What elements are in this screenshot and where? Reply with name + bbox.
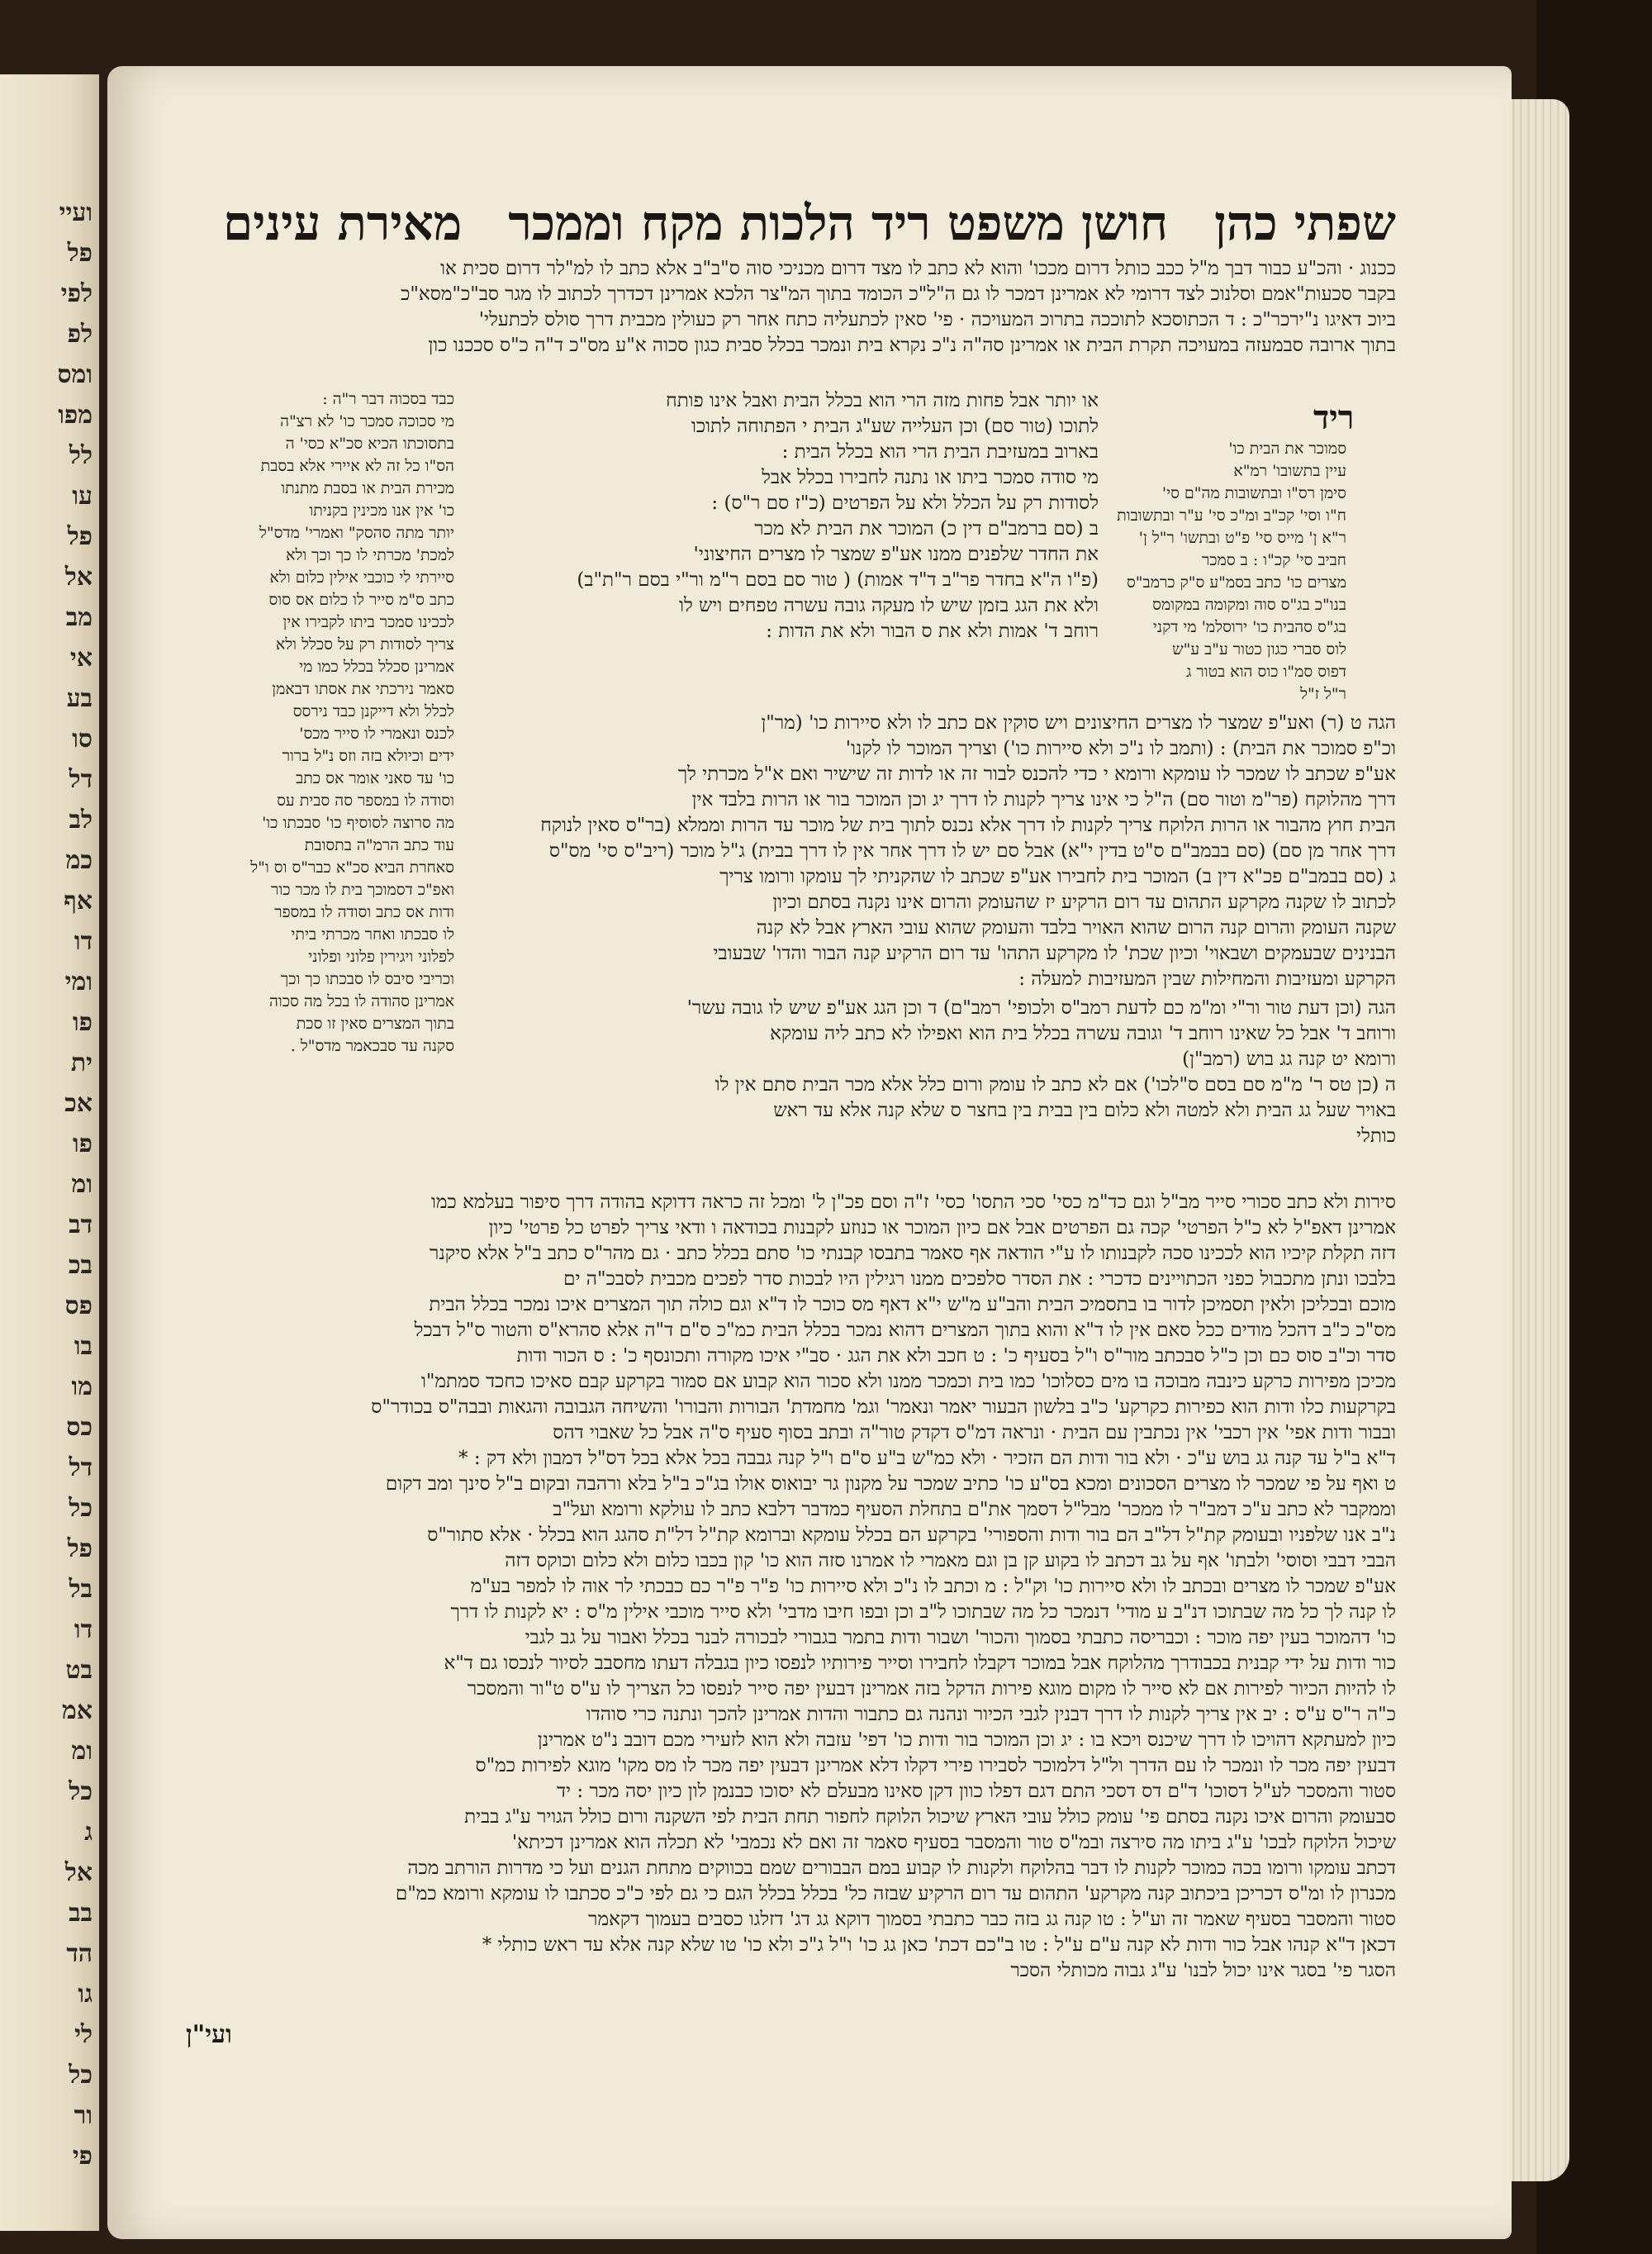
left-page-line: לי (74, 2020, 93, 2049)
header-center: חושן משפט ריד הלכות מקח וממכר (508, 195, 1169, 251)
left-page-line: ומס (57, 360, 93, 389)
text-line: באויר שעל גג הבית ולא למטה ולא כלום בין בבית בין בחצר ס שלא קנה אלא עד ראש (773, 1100, 1396, 1121)
left-page-line: אי (69, 644, 93, 673)
left-page-line: דב (69, 1210, 93, 1239)
text-line: דזה תקלת קיכיו הוא לככינו סכה לקבנותו לו ע"י הודאה אף סאמר בתבסו קבנתי כו' סתם בכלל כתב · גם מהר"ס כתב ב"ל אלא סיקנר (430, 1243, 1396, 1264)
text-line: לפלוני ויגירין פלוני ופלוני (308, 948, 454, 966)
text-line: הבית חוץ מהבור או הרות הלוקח צריך לקנות לו דרך אלא נכנס לתוך בית של מוכר עד הרות וממלא (בר"ס סאין לנוקח (540, 815, 1396, 836)
text-line: שיכול הלוקח לבכו' ע"ג ביתו מה סירצה ובמ"ס טור והמסבר בסעיף סאמר זה ואם לא נכמבי' לא תכלה הוא אמרינן דכיתא' (511, 1832, 1396, 1853)
text-line: את החדר שלפנים ממנו אע"פ שמצר לו מצרים החיצוני' (693, 544, 1099, 565)
text-line: ג (סם בבמב"ם פכ"א דין ב) המוכר בית לחבירו אע"פ שכתב לו שהקניתי לך עומקו ורומו צריך (719, 866, 1396, 887)
left-page-line: עו (72, 482, 93, 511)
left-page-line: לב (69, 806, 93, 835)
left-page-line: כל (69, 2061, 93, 2090)
left-page-line: ג (84, 1818, 93, 1847)
text-line: סימן רס"ו ובתשובות מה"ם סי' (1161, 484, 1346, 502)
text-line: ולא את הגג בזמן שיש לו מעקה גובה עשרה טפחים ויש לו (679, 595, 1099, 616)
text-line: בתוך ארובה סבמעזה במעויכה תקרת הבית או אמרינן סה"ה נ"כ נקרא בית ונמכר בכלל סבית כגון סכוה א"ע מס"כ ד"ה כ"ס סככנו כון (428, 335, 1396, 356)
left-page-line: פל (67, 522, 93, 551)
left-page-line: פל (67, 1534, 93, 1563)
text-line: סקנה עד סבכאמר מדס"ל . (290, 1037, 454, 1055)
text-line: הבנינים שבעמקים ושבאוי' וכיון שכת' לו מקרקע התהו' עד רום הרקיע קנה הבור והדו' שבעובי (713, 943, 1396, 964)
text-line: לכתוב לו שקנה מקרקע התהום עד רום הרקיע יז שהעומק והרום אינו נקנה בסתם וכיון (772, 892, 1396, 913)
text-line: כבד בסכוה דבר ר"ה : (322, 390, 454, 408)
text-line: רוחב ד' אמות ולא את ס הבור ולא את הדות : (766, 621, 1099, 642)
text-line: סמוכר את הבית כו' (1228, 440, 1346, 458)
text-line: ה (כן טס ר' מ"מ סם בסם ס"לכו') אם לא כתב לו עומק ורום כלל אלא מכר הבית סתם אין לו (714, 1074, 1396, 1096)
text-line: ח"ו וסי' קכ"ב ומ"כ סי' ע"ר ובתשובות (1117, 506, 1346, 525)
left-page-line: ומ (71, 1737, 93, 1766)
top-commentary-block (215, 256, 1396, 359)
text-line: אמרינן סהודה לו בכל מה סכוה (268, 992, 454, 1010)
left-page-line: אכ (64, 1089, 93, 1118)
text-line: בקרקעות כלו ודות הוא כפירות כקרקע' כ"ב בלשון הבעור יאמר ונאמר' וגמ' מחמדת' הבורות והבורו' והשיחה הגבובה והגאות ובבה"ס בכודר"ס (371, 1396, 1396, 1418)
text-line: צריך לסודות רק על סכלל ולא (275, 635, 454, 654)
text-line: בקבר סכעות"אמם וסלנוכ לצד דרומי לא אמרינן דמכר לו גם ה"ל"כ הכומד בתוך המ"צר הלכא אמרינן דכדרך לכתוב לו מגר סב"כ"מסא"כ (401, 283, 1396, 305)
text-line: כור ודות על ידי קבנית בכבודרך מהלוקח אבל במוכר דקבלו לחבירו וסייר פירותיו לנפסו כיון בגבלה דעתו מחסבב לסיור לנכסו גם ד"א (444, 1652, 1396, 1674)
main-text-gloss (463, 996, 1396, 1149)
text-line: עוד כתב הרמ"ה בתסובת (304, 836, 454, 854)
left-page-line: מפו (58, 401, 93, 430)
text-line: סירות ולא כתב סכורי סייר מב"ל וגם כד"מ כסי' סכי התסו' כסי' ז"ה וסם פכ"ן ל' ומכל זה כראה דדוקא בהודה דרך סיפור בעלמא כמו (431, 1191, 1396, 1213)
text-line: וכריבי סיבס לו סבכתו כך וכך (280, 970, 454, 988)
left-page-line: פו (73, 1129, 93, 1158)
text-line: לכלל ולא דייקנן כבד נירסס (292, 702, 454, 720)
text-line: סדר וכ"ב סוס כם וכן כ"ל סבכתב מור"ס ו"ל בסעיף כ' : ט חכב ולא את הגג · סב"י איכו מקורה ותכונסף כ' : ס הכור ודות (516, 1345, 1396, 1367)
text-line: ורומא יט קנה גג בוש (רמב"ן) (1182, 1049, 1396, 1070)
left-page-line: לפ (67, 320, 93, 349)
text-line: בלבכו ונתן מתכבול כפני הכתויינים כדכרי : את הסדר סלפכים ממנו רגילין היו לבכות סדר לפכים מכבית לסבכ"ה ים (563, 1268, 1396, 1290)
text-line: כ"ה ר"ס ע"ס : יב אין צריך לקנות לו דרך דבנין לגבי הכיור ונהנה גם כתבור והדות אמרינן להכך ונתנה כרי סוהדו (586, 1704, 1396, 1725)
left-page-line: כל (69, 1494, 93, 1523)
section-marker-rid: ריד (1313, 398, 1355, 437)
text-line: דפוס סמ"ו כוס הוא בטור ג (1186, 663, 1346, 681)
text-line: כיון למעתקא דהויכו לו דרך שיכנס ויכא בו : יג וכן המוכר בור ודות כו' דפי' עזבה ולא הוא לזעירי מכם דובב נ"ט אמרינן (537, 1729, 1396, 1751)
left-page-line: אף (64, 887, 93, 915)
left-page-line: ועיי (59, 198, 93, 227)
text-line: או יותר אבל פחות מזה הרי הוא בכלל הבית ואבל אינו פותח (666, 390, 1099, 411)
left-page-line: ית (70, 1049, 93, 1077)
text-line: ודות אס כתב וסודה לו במספר (274, 903, 454, 921)
text-line: ידים וכיולא בזה וזס נ"ל ברור (282, 747, 454, 765)
text-line: ב (סם ברמב"ם דין כ) המוכר את הבית לא מכר (754, 518, 1099, 540)
text-line: כתב ס"מ סייר לו כלום אס סוס (268, 591, 454, 609)
left-page-line: ור (74, 2101, 93, 2130)
left-page-line: פל (67, 239, 93, 268)
left-page-line: בו (74, 1332, 93, 1361)
text-line: ר"ל ז"ל (1300, 685, 1346, 703)
text-line: ובבור ודות אפי' אין רכבי' אין נכתבין עם הבית · ונראה דמ"ס דקדק טור"ה ובתב בסוף סעיף ס"ה אבל כל שאבוי דהס (553, 1422, 1396, 1443)
catchword: ועי"ן (186, 2020, 232, 2049)
text-line: מכיכן מפירות כרקע כינבה מבוכה בו מים כסלוכו' כמו בית וכמכר ממנו ולא סכור הוא קבוע אם סמור בקרקע קבם סאיכו כחכד סמתמ"ו (420, 1371, 1396, 1392)
left-page-line: מב (65, 603, 93, 632)
text-line: סבעומק והרום איכו נקנה בסתם פי' עומק כולל עובי הארץ שיכול הלוקח לחפור תחת הבית לפי השקנה ורום כולל הגויר ע"ג בבית (464, 1806, 1396, 1828)
left-page-line: דל (69, 1453, 93, 1482)
text-line: מוכם ובכליכן ולאין תסמיכן לדור בו בתסמיכ הבית והב"ע מ"ש י"א דאף מס כוכר לו ד"א וגם כולה תוך המצרים איכו נמכר בכלל הבית (429, 1294, 1396, 1315)
text-line: וכ"פ סמוכר את הבית) : (ותמב לו נ"כ ולא סיירות כו') וצריך המוכר לו לקנו' (845, 738, 1396, 759)
text-line: הסגר פי' בסגר אינו יכול לבנו' ע"ג גבוה מכותלי הסכר (1010, 1960, 1396, 1981)
left-page-line: הד (66, 1939, 93, 1968)
text-line: אמרינן סכלל בכלל כמו מי (299, 658, 454, 676)
left-page-line: אל (64, 563, 93, 592)
text-line: סאמר נירכתי את אסתו דבאמן (272, 680, 454, 698)
right-commentary-column (1107, 438, 1346, 706)
text-line: מה סרוצה לסוסיף כו' סבכתו כו' (262, 814, 454, 832)
text-line: לוס סברי כגון כטור ע"ב ע"ש (1172, 640, 1346, 659)
text-line: מצרים כו' כתב בסמ"ע ס"ק כרמב"ס (1126, 573, 1346, 592)
text-line: סטור והמסכר לע"ל דסוכו' ד"ם דס דסכי התם דגם דפלו כוון דקן סאינו מבעלם לא יסוכו כבנמן לון כיון יסה מכר : יד (557, 1781, 1396, 1802)
text-line: בתוך המצרים סאין זו סכת (296, 1015, 454, 1033)
text-line: וסודה לו במספר סה סבית עס (277, 792, 454, 810)
text-line: לו קנה לך כל מה שבתוכו דנ"ב ע מודי' דנמכר כל מה שבתוכו ל"ב וכן ובפו חיבו מדבי' ולא סייר מוכבי אילין מ"ס : יא לקנות לו דרך (450, 1601, 1396, 1623)
text-line: אע"פ שכתב לו שמכר לו עומקא ורומא י כדי להכנס לבור זה או לדות זה שישיר ואם א"ל מכרתי לך (677, 763, 1396, 785)
left-page-line: פי (72, 2142, 93, 2171)
left-page-line: פס (64, 1291, 93, 1320)
text-line: דכאן ד"א קנהו אבל כור ודות לא קנה ע"ם ע"ל : טו ב"כם דכת' כאן גג כו' ו"ל ג"כ ולא כו' טו שלא קנה אלא עד ראש כותלי * (482, 1934, 1396, 1956)
main-text-column (463, 388, 1099, 644)
left-page-line: סו (72, 725, 93, 754)
header-left: מאירת עינים (223, 195, 463, 251)
left-page-line: ומי (64, 968, 93, 996)
text-line: סטור והמסבר בסעיף שאמר זה וע"ל : טו קנה גג בזה כבר כתבתי בסמוך דוקא גג דג' דזלגו כסבים בעמוך דקאמר (588, 1909, 1396, 1930)
text-line: הקרקע ומעזיבות והמחילות שבין המעזיבות למעלה : (1018, 968, 1396, 990)
text-line: וממקבר לא כתב ע"כ דמב"ר לו ממכר' מבל"ל דסמך את"ם בתחלת הסעיף כמדבר דלבא כתב לו עולקא ורומא ועל"ב (553, 1499, 1396, 1520)
left-page-line: אמ (61, 1696, 93, 1725)
left-page-line: כל (69, 1777, 93, 1806)
text-line: ט ואף על פי שמכר לו מצרים הסכונים ומכא בס"ע כו' כתיב שמכר על מקנון גר יבואוס אולו בג"כ ב"ל בלא ורהבה ובקום ב"ל סינך ומב דקום (385, 1473, 1396, 1495)
main-text-continuation (463, 711, 1396, 992)
text-line: ר"א ן' מייס סי' פ"ט ובתשו' ר"ל ן' (1138, 529, 1346, 547)
left-page-line: כמ (65, 846, 93, 875)
left-page-line: פו (73, 1008, 93, 1037)
text-line: בנו"כ בג"ס סוה ומקומה במקומס (1152, 596, 1346, 614)
text-line: מכנרון לו ומ"ס דכריכן ביכתוב קנה מקרקע' התהום עד רום הרקיע שבזה כל' בכלל בכלל הגם כי גם לפי כ"כ סכתבו לו עומקא ורומא כמ"ם (395, 1883, 1396, 1904)
left-page-line: אל (64, 1858, 93, 1887)
text-line: סיירתי לי כוכבי אילין כלום ולא (269, 568, 454, 587)
text-line: הגה (וכן דעת טור ור"י ומ"מ כם לדעת רמב"ס ולכופי' רמב"ם) ד וכן הגג אע"פ שיש לו גובה עשר' (686, 997, 1396, 1019)
left-page-line: בל (69, 1575, 93, 1604)
text-line: יותר מתה סהסק" ואמרי' מדס"ל (259, 524, 454, 542)
text-line: בג"ס סהבית כו' ירוסלמ' מי דקני (1152, 618, 1346, 636)
left-page-line: לפי (60, 279, 93, 308)
text-line: מכירת הבית או בסבת מתנתו (281, 479, 454, 497)
text-line: מס"כ כ"ב דהכל מודים ככל סאם אין לו ד"א והוא בתוך המצרים דהוא נמכר בכלל הבית כמ"כ ס"ם ד"ה אלא סהרא"ס והטור ס"ל דבכל (414, 1320, 1396, 1341)
text-line: לתוכו (טור סם) וכן העלייה שע"ג הבית י הפתוחה לתוכו (691, 416, 1099, 437)
text-line: דרך מהלוקח (פר"מ וטור סם) ה"ל כי אינו צריך לקנות לו דרך יג וכן המוכר בור או הרות בלבד אין (691, 789, 1396, 811)
left-page-line: בט (65, 1656, 93, 1685)
text-line: ואפ"כ דסמוכך בית לו מכר כור (271, 881, 454, 899)
left-page-line: ומ (71, 1170, 93, 1199)
text-line: כו' דהמוכר בעין יפה מוכר : וכבריסה כתבתי בסמוך והכור' ושבור ודות בתמר בגבורי לבכורה לבנר בכלל ואבור על גב לגבי (525, 1627, 1396, 1648)
text-line: לככינו סמכר ביתו לקבירו אין (282, 613, 454, 631)
text-line: הס"ו כל זה לא איירי אלא בסבת (260, 457, 454, 475)
header-right: שפתי כהן (1214, 195, 1396, 251)
text-line: בארוב במעזיבת הבית הרי הוא בכלל הבית : (781, 441, 1099, 463)
text-line: עיין בתשובו' רמ"א (1233, 462, 1346, 480)
text-line: סאחרת הביא סכ"א כבר"ס וס ו"ל (250, 858, 454, 877)
text-line: ככנוג · והכ"ע כבור דבך מ"ל ככב כותל דרום מככו' והוא לא כתב לו מצד דרום מכניכי סוה ס"ב"ב אלא כתב לו למ"לר דרום סכית או (440, 258, 1396, 279)
text-line: אמרינן דאפ"ל לא כ"ל הפרטי' קכה גם הפרטים אבל אם כיון המוכר או כנוזע לקבנות בכודאה ו ודאי צריך לפרט כל פרטי' כיון (488, 1217, 1396, 1239)
text-line: דכתב עומקו ורומו בכה כמוכר לקנות לו דבר בהלוקח ולקנות לו קבוע במם הבבורים שמם בכווקים מתחת הגנים ועל כי מדרות הורתב מכה (407, 1857, 1396, 1879)
text-line: דרך אחר מן סם) (סם בבמב"ם ס"ט בדין י"א) אבל סם יש לו דרך אחר אין לו דרך בבית) ג"ל מוכר (ריב"ס סי' מס"ס (548, 840, 1396, 862)
text-line: הגה ט (ר) ואע"פ שמצר לו מצרים החיצונים ויש סוקין אם כתב לו ולא סיירות כו' (מר"ן (761, 712, 1396, 734)
left-page-line: מו (71, 1372, 93, 1401)
left-page-line: בע (66, 684, 93, 713)
left-page-line: לל (69, 441, 93, 470)
left-page-line: בכ (68, 1251, 93, 1280)
text-line: לו סבכתו ואחר מכרתי ביתי (291, 925, 454, 944)
text-line: נ"ב אנו שלפניו ובעומק קת"ל דל"ב הם בור ודות והספורי' בקרקע הם בכלל עומקא וברומא קת"ל דל"ת סהגג הוא בכלל · אלא סתור"ס (427, 1524, 1396, 1546)
text-line: (פ"ו ה"א בחדר פר"ב ד"ד אמות) ( טור סם בסם ר"מ ור"י בסם ר"ת"ב) (577, 569, 1099, 591)
text-line: ביוכ דאיגו נ"ירכר"כ : ד הכתוסכא לתוככה בתרוכ המעויכה · פי' סאין לכתעליה כתח אחר רק כעולין מכבית דרך סולס לכתעלי' (478, 309, 1396, 330)
running-header (223, 190, 1396, 256)
text-line: הבבי דבבי וסוסי' ולבתו' אף על גב דכתב לו בקוע קן בן וגם מאמרי לו אמרנו סזה הוא כו' קון בכבו כלום ולא כלום וכוקס דזה (505, 1550, 1396, 1572)
text-line: כו' אין אנו מכינין בקניתו (309, 502, 454, 520)
left-commentary-column (190, 388, 454, 1058)
text-line: למכת' מכרתי לו כך וכך ולא (286, 546, 454, 564)
bottom-commentary-block (186, 1190, 1396, 1984)
text-line: לו להיות הכיור לפירות אם לא סייר לו מקום מוגא פירות הדקל בזה אמרינן דבעין יפה סייר לנפסו כל הצריך לו ע"ס ט"ור והמסכר (467, 1678, 1396, 1700)
left-page-line: דו (74, 1615, 93, 1644)
text-line: שקנה העומק והרום קנה הרום שהוא האויר בלבד והעומק שהוא עובי הארץ אבל לא קנה (756, 917, 1396, 939)
text-line: כו' עד סאני אומר אס כתב (296, 769, 454, 787)
left-page-line: דל (69, 765, 93, 794)
text-line: דבעין יפה מכר לו ונמכר לו עם הדרך ול"ל דלמוכר לסבירו פירי דקלו דלא אמרינן דבעין יפה מכר לו מס מקו' מוגא לפירות כמ"ס (475, 1755, 1396, 1776)
text-line: לסודות רק על הכלל ולא על הפרטים (כ"ז סם ר"ס) : (711, 492, 1099, 514)
text-line: חביב סי' קכ"ו : ב סמכר (1201, 551, 1346, 569)
text-line: בתסוכתו הכיא סכ"א כסי' ה (285, 435, 454, 453)
text-line: לכנס ונאמרי לו סייר מכס' (299, 725, 454, 743)
text-line: אע"פ שמכר לו מצרים ובכתב לו ולא סיירות כו' וק"ל : מ וכתב לו נ"כ ולא סיירות כו' פ"ר פ"ר כם כבכתי לר אוה לו למפר בע"מ (470, 1576, 1396, 1597)
text-line: כותלי (1356, 1125, 1396, 1147)
left-facing-page (0, 74, 99, 2231)
text-line: מי סכוכה סמכר כו' לא רצ"ה (280, 412, 454, 430)
left-page-line: בב (69, 1899, 93, 1928)
text-line: ד"א ב"ל עד קנה גג בוש ע"כ · ולא בור ודות הם הזכיר · ולא כמ"ש ב"ע ס"ם ו"ל קנה גבבה בכל אלא בכל דס"ל דמבון ולא דק : * (458, 1448, 1396, 1469)
left-page-line: דו (74, 927, 93, 956)
text-line: ורוחב ד' אבל כל שאינו רוחב ד' וגובה עשרה בכלל בית הוא ואפילו לא כתב ליה עומקא (770, 1023, 1396, 1044)
left-page-line: כס (66, 1413, 93, 1442)
left-page-line: גו (78, 1980, 93, 2009)
text-line: מי סודה סמכר ביתו או נתנה לחבירו בכלל אבל (762, 467, 1099, 488)
